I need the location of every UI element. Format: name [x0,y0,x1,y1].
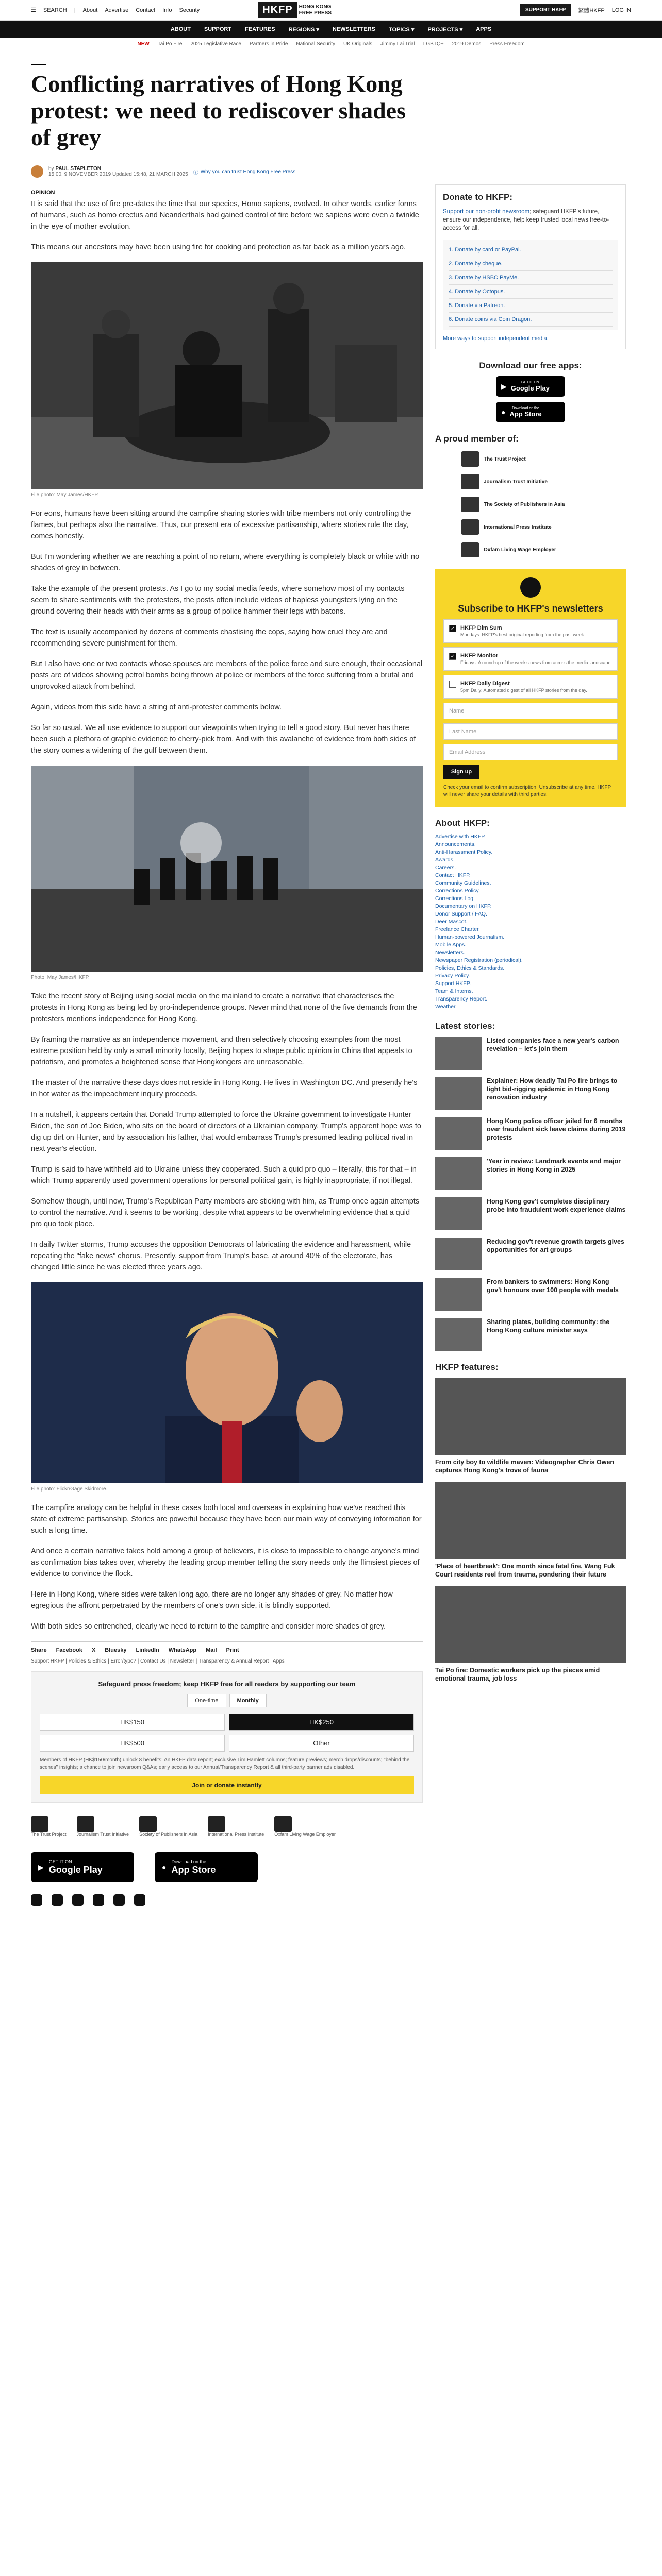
logo-wordmark [299,4,332,16]
photo-trump [31,1282,423,1483]
app-store-badge[interactable] [496,402,565,422]
about-link[interactable]: Deer Mascot. [435,919,468,925]
story-thumbnail[interactable] [435,1197,482,1230]
partner-name: The Society of Publishers in Asia [484,501,565,507]
play-icon: ▶ [501,382,507,391]
signup-button[interactable]: Sign up [443,765,479,779]
article-photo [31,1282,423,1483]
share-label: Share [31,1647,47,1653]
main-nav [0,21,662,38]
partner-name: The Trust Project [484,456,526,462]
story-thumbnail[interactable] [435,1037,482,1070]
article-paragraph: And once a certain narrative takes hold among a group of believers, it is close to impossible to change anyone's mind as confirmation bias takes over, whereby the leading group member telling the story needs only the flimsiest pieces of evidence to convince the flock. [31,1547,420,1578]
newsletter-name: HKFP Daily Digest [460,681,510,687]
partner-name: Oxfam Living Wage Employer [484,547,556,553]
feature-item[interactable] [435,1378,626,1475]
subnav-item[interactable]: Partners in Pride [249,41,288,47]
footer-logo-label: Society of Publishers in Asia [139,1832,198,1837]
donate-amounts [40,1714,414,1752]
story-thumbnail[interactable] [435,1077,482,1110]
donate-option[interactable]: 4. Donate by Octopus. [449,285,613,299]
sopa-icon [139,1816,157,1832]
sub-nav [0,38,662,50]
newsletter-note: Check your email to confirm subscription. Unsubscribe at any time. HKFP will never share your details with third parties. [443,785,611,798]
article-paragraph: Trump is said to have withheld aid to Ukraine unless they cooperated. Such a quid pro quo – literally, this for that – in which Trump apparently used government operations for personal political gain, is highly inappropriate, if not illegal. [31,1165,417,1185]
subnav-item[interactable]: Jimmy Lai Trial [380,41,415,47]
about-link[interactable]: Team & Interns. [435,988,473,994]
info-icon: ⓘ [193,170,198,176]
threads-icon[interactable] [93,1894,104,1906]
features-list [435,1378,626,1683]
about-box [435,818,626,1010]
more-ways-link[interactable]: More ways to support independent media. [443,335,549,342]
article-paragraph: In daily Twitter storms, Trump accuses the opposition Democrats of fabricating the evidence and harassment, while repeating the "fake news" chorus. Presently, support from Trump's base, at around 40% of the electorate, has changed little since he was elected three years ago. [31,1241,411,1272]
trust-project-icon [461,451,479,467]
store-big: App Store [171,1864,216,1875]
sidebar [435,50,626,1906]
subnav-item[interactable]: 2019 Demos [452,41,482,47]
top-link-advertise[interactable]: Advertise [105,7,129,13]
photo-caption: File photo: May James/HKFP. [31,492,99,498]
partner-logo[interactable] [461,451,626,467]
story-headline[interactable]: 'Year in review: Landmark events and major stories in Hong Kong in 2025 [487,1158,621,1173]
newsletter-desc: Mondays: HKFP's best original reporting from the past week. [460,632,585,637]
share-bar [31,1641,423,1653]
article-paragraph: It is said that the use of fire pre-dates the time that our species, Homo sapiens, evolved. In other words, earlier forms of humans, such as homo erectus and Neanderthals had gained control of fire before we sapiens were even a twinkle in the eye of mother evolution. [31,200,419,231]
google-play-badge[interactable] [496,376,565,397]
subnav-item[interactable]: National Security [296,41,335,47]
donate-option[interactable]: 6. Donate coins via Coin Dragon. [449,313,613,327]
footer-social-icons [31,1894,423,1906]
apps-title: Download our free apps: [479,361,582,370]
jti-icon [77,1816,94,1832]
share-print[interactable]: Print [226,1647,239,1653]
about-link[interactable]: Transparency Report. [435,996,488,1002]
checkbox-checked-icon[interactable]: ✓ [449,625,456,632]
partner-name: International Press Institute [484,524,552,530]
photo-protest-street [31,766,423,972]
checkbox-checked-icon[interactable]: ✓ [449,653,456,660]
newsletter-desc: Fridays: A round-up of the week's news from across the media landscape. [460,660,612,665]
story-thumbnail[interactable] [435,1278,482,1311]
jti-icon [461,474,479,489]
subnav-item[interactable]: UK Originals [343,41,373,47]
latest-title: Latest stories: [435,1021,495,1031]
footer-logo[interactable] [77,1816,129,1837]
newsletter-desc: 5pm Daily: Automated digest of all HKFP stories from the day. [460,688,587,693]
topbar [0,0,662,21]
donate-option[interactable]: 1. Donate by card or PayPal. [449,243,613,257]
member-of-box [435,434,626,557]
about-links [435,834,626,1010]
donate-intro-text: ; safeguard HKFP's future, ensure our independence, help keep trusted local news free-to-access for all. [443,209,609,231]
about-link[interactable]: Corrections Policy. [435,888,480,894]
about-link[interactable]: Newsletters. [435,950,465,956]
article-paragraph: For eons, humans have been sitting around the campfire sharing stories with tribe members not only controlling the flames, but perhaps also the narrative. Thus, our present era of excessive partisanship, where stories rule the day, comes honestly. [31,510,411,540]
story-item[interactable] [435,1157,626,1190]
google-play-badge[interactable] [31,1852,134,1882]
donate-intro-link[interactable]: Support our non-profit newsroom [443,209,530,215]
trust-text: Why you can trust Hong Kong Free Press [200,168,296,175]
member-benefits: Members of HKFP (HK$150/month) unlock 8 benefits: An HKFP data report; exclusive Tim Hamlett columns; feature previews; merch drops/discounts; "behind the scenes" insights; a chance to join newsroom Q&As; early access to our Annual/Transparency Report & all third-party banner ads disabled. [40,1757,410,1770]
photo-caption: File photo: Flickr/Gage Skidmore. [31,1486,108,1492]
footer-logo[interactable] [208,1816,264,1837]
about-link[interactable]: Support HKFP. [435,980,471,987]
top-link-security[interactable]: Security [179,7,200,13]
tab-one-time[interactable]: One-time [187,1694,226,1707]
story-item[interactable] [435,1117,626,1150]
story-headline[interactable]: Hong Kong gov't completes disciplinary probe into fraudulent work experience claims [487,1198,626,1213]
story-item[interactable] [435,1238,626,1270]
byline [31,165,423,178]
about-link[interactable]: Policies, Ethics & Standards. [435,965,505,971]
about-link[interactable]: Weather. [435,1004,457,1010]
feature-thumbnail[interactable] [435,1378,626,1455]
story-item[interactable] [435,1197,626,1230]
facebook-icon[interactable] [31,1894,42,1906]
trust-link[interactable] [193,168,296,176]
share-bluesky[interactable]: Bluesky [105,1647,127,1653]
member-title: A proud member of: [435,434,519,444]
play-icon: ▶ [38,1862,44,1871]
footer-logo[interactable] [274,1816,336,1837]
features-box [435,1362,626,1683]
feature-thumbnail[interactable] [435,1586,626,1663]
nav-topics[interactable]: TOPICS ▾ [389,26,415,33]
article-column [31,50,423,1906]
donate-frequency-tabs [40,1694,414,1707]
nav-features[interactable]: FEATURES [245,26,275,32]
instagram-icon[interactable] [72,1894,84,1906]
new-badge: NEW [137,41,150,47]
site-logo[interactable] [258,2,332,18]
checkbox-icon[interactable] [449,681,456,688]
footer-logo[interactable] [139,1816,197,1837]
article-photo [31,262,423,489]
logo-mark: HKFP [258,2,296,18]
donate-button[interactable]: Join or donate instantly [40,1776,414,1794]
story-headline[interactable]: Reducing gov't revenue growth targets gives opportunities for art groups [487,1238,624,1253]
newsletter-option[interactable] [443,647,618,671]
divider: | [74,7,76,13]
story-item[interactable] [435,1077,626,1110]
feature-thumbnail[interactable] [435,1482,626,1559]
oxfam-icon [274,1816,292,1832]
login-link[interactable]: LOG IN [611,7,631,13]
apps-box [435,361,626,422]
about-link[interactable]: Newspaper Registration (periodical). [435,957,523,963]
search-icon[interactable]: ☰ [31,7,36,13]
latest-stories [435,1021,626,1351]
search-link[interactable]: SEARCH [43,7,67,13]
nav-regions[interactable]: REGIONS ▾ [288,26,319,33]
lang-link[interactable]: 繁體HKFP [578,7,605,14]
share-x[interactable]: X [91,1647,96,1653]
ipi-icon [461,519,479,535]
story-item[interactable] [435,1318,626,1351]
footer-logo-label: The Trust Project [31,1832,67,1837]
latest-list [435,1037,626,1351]
article-paragraph: With both sides so entrenched, clearly we need to return to the campfire and consider more shades of grey. [31,1622,386,1631]
store-big: Google Play [48,1864,103,1875]
donate-widget-title: Safeguard press freedom; keep HKFP free for all readers by supporting our team [98,1680,356,1688]
author-avatar [31,165,43,178]
donate-widget [31,1671,423,1803]
about-link[interactable]: Awards. [435,857,455,863]
article-paragraph: Here in Hong Kong, where sides were taken long ago, there are no longer any shades of grey. No matter how egregious the affront perpetrated by the members of one's own side, it is blindly supported. [31,1590,393,1610]
logo-line2: FREE PRESS [299,10,332,16]
article-paragraph: The master of the narrative these days does not reside in Hong Kong. He lives in Washington DC. And presently he's in hot water as the impeachment inquiry proceeds. [31,1079,418,1098]
nav-apps[interactable]: APPS [476,26,492,32]
tab-monthly[interactable]: Monthly [229,1694,267,1707]
story-item[interactable] [435,1278,626,1311]
article-paragraph: By framing the narrative as an independence movement, and then selectively choosing examples from the most extreme position held by only a small minority locally, Beijing hopes to shape public opinion in China that appeals to patriotism, and promotes a heightened sense that Hongkongers are unreasonable. [31,1036,412,1066]
story-thumbnail[interactable] [435,1117,482,1150]
about-link[interactable]: Community Guidelines. [435,880,491,886]
author-name[interactable]: PAUL STAPLETON [55,166,102,172]
page-body [0,50,662,1906]
about-link[interactable]: Contact HKFP. [435,872,471,878]
youtube-icon[interactable] [113,1894,125,1906]
logo-line1: HONG KONG [299,4,332,10]
byline-text [48,166,188,177]
badge-big: App Store [509,410,542,418]
newsletter-box [435,569,626,807]
apple-icon: ● [501,408,506,416]
story-headline[interactable]: Explainer: How deadly Tai Po fire brings to light bid-rigging epidemic in Hong Kong renovation industry [487,1077,618,1101]
article-date: 15:00, 9 NOVEMBER 2019 Updated 15:48, 21 MARCH 2025 [48,172,188,177]
subnav-item[interactable]: 2025 Legislative Race [190,41,241,47]
byline-by: by [48,166,54,172]
support-button[interactable]: SUPPORT HKFP [520,4,571,16]
article-photo [31,766,423,972]
story-headline[interactable]: Listed companies face a new year's carbon revelation – let's join them [487,1037,619,1053]
story-thumbnail[interactable] [435,1318,482,1351]
newsletter-option[interactable] [443,675,618,699]
story-thumbnail[interactable] [435,1238,482,1270]
partner-logo[interactable] [461,497,626,512]
support-links[interactable]: Support HKFP | Policies & Ethics | Error/typo? | Contact Us | Newsletter | Transparency & Annual Report | Apps [31,1658,285,1664]
share-linkedin[interactable]: LinkedIn [136,1647,159,1653]
about-link[interactable]: Corrections Log. [435,895,475,902]
donate-options [443,240,618,330]
partner-logo[interactable] [461,542,626,557]
article-paragraph: But I also have one or two contacts whose spouses are members of the police force and sure enough, their occasional posts are of videos showing petrol bombs being thrown at police or members of the force suffering from a brutal and unprovoked attack from behind. [31,660,423,691]
footer-partner-logos [31,1816,423,1837]
photo-caption: Photo: May James/HKFP. [31,975,90,980]
newsletter-name: HKFP Dim Sum [460,625,502,631]
donate-option[interactable]: 2. Donate by cheque. [449,257,613,271]
article-paragraph: But I'm wondering whether we are reaching a point of no return, where everything is completely black or white with no shades of grey in between. [31,553,420,572]
top-link-about[interactable]: About [82,7,98,13]
share-mail[interactable]: Mail [206,1647,217,1653]
telegram-icon[interactable] [134,1894,145,1906]
footer-app-stores [31,1852,423,1882]
sopa-icon [461,497,479,512]
story-headline[interactable]: Hong Kong police officer jailed for 6 months over fraudulent sick leave claims during 2019 protests [487,1117,626,1141]
article-category[interactable]: OPINION [31,190,55,196]
about-link[interactable]: Anti-Harassment Policy. [435,849,493,855]
nav-support[interactable]: SUPPORT [204,26,232,32]
about-link[interactable]: Documentary on HKFP. [435,903,492,909]
share-facebook[interactable]: Facebook [56,1647,82,1653]
feature-item[interactable] [435,1482,626,1579]
nav-newsletters[interactable]: NEWSLETTERS [332,26,376,32]
feature-headline[interactable]: Tai Po fire: Domestic workers pick up the pieces amid emotional trauma, job loss [435,1667,600,1682]
newsletter-option[interactable] [443,619,618,643]
name-field[interactable]: Name [443,703,618,719]
article-paragraph: The campfire analogy can be helpful in these cases both local and overseas in explaining how we've reached this state of extreme partisanship. Stories are powerful because they have been our main way of conveying information for such a long time. [31,1504,422,1535]
feature-headline[interactable]: From city boy to wildlife maven: Videographer Chris Owen captures Hong Kong's trove of fauna [435,1459,615,1474]
about-link[interactable]: Advertise with HKFP. [435,834,486,840]
subnav-item[interactable]: LGBTQ+ [423,41,444,47]
article-paragraph: Take the example of the present protests. As I go to my social media feeds, where somehow most of my contacts seem to share sentiments with the protesters, the posts often include videos of hapless youngsters lying on the ground covering their heads with their arms as a group of police hammer their legs with batons. [31,585,405,616]
store-small: Download on the [171,1859,207,1865]
donate-sidebar [435,184,626,349]
photo-protest-arrest [31,262,423,489]
donate-intro [443,208,618,232]
nav-projects[interactable]: PROJECTS ▾ [427,26,463,33]
about-title: About HKFP: [435,818,490,828]
about-link[interactable]: Privacy Policy. [435,973,470,979]
badge-big: Google Play [510,384,550,392]
category-rule [31,64,46,65]
article-paragraph: Take the recent story of Beijing using social media on the mainland to create a narrative that characterises the protests in Hong Kong as being led by pro-independence groups. Never mind that none of the five demands from the protesters mentions independence for Hong Kong. [31,992,417,1023]
badge-small: Download on the [512,406,539,410]
about-link[interactable]: Careers. [435,865,456,871]
app-store-badge[interactable] [155,1852,258,1882]
article-paragraph: This means our ancestors may have been using fire for cooking and protection as far back as a million years ago. [31,243,406,251]
footer-logo-label: Oxfam Living Wage Employer [274,1832,336,1837]
story-thumbnail[interactable] [435,1157,482,1190]
footer-logo[interactable] [31,1816,67,1837]
nav-about[interactable]: ABOUT [170,26,191,32]
share-whatsapp[interactable]: WhatsApp [168,1647,197,1653]
x-icon[interactable] [52,1894,63,1906]
donate-title: Donate to HKFP: [443,192,513,202]
oxfam-icon [461,542,479,557]
feature-headline[interactable]: 'Place of heartbreak': One month since fatal fire, Wang Fuk Court residents reel from trauma, pondering their future [435,1563,615,1578]
amount-option-selected[interactable]: HK$250 [229,1714,414,1731]
article-paragraph: In a nutshell, it appears certain that Donald Trump attempted to force the Ukraine government to investigate Hunter Biden, the son of Joe Biden, who sits on the board of directors of a Ukrainian company. Trump's apparent hope was to dig up dirt on Hunter, and by association his father, that would embarrass Trump's presumed leading political rival in next year's election. [31,1111,421,1153]
ipi-icon [208,1816,225,1832]
about-link[interactable]: Mobile Apps. [435,942,467,948]
article-title: Conflicting narratives of Hong Kong protest: we need to rediscover shades of grey [31,71,406,150]
article-paragraph: Somehow though, until now, Trump's Republican Party members are sticking with him, as Trump once again attempts to control the narrative. And it seems to be working, despite what appears to be overwhelming evidence that a quid pro quo took place. [31,1197,420,1228]
partner-logo[interactable] [461,519,626,535]
story-item[interactable] [435,1037,626,1070]
top-link-contact[interactable]: Contact [136,7,156,13]
apple-icon: ● [162,1863,167,1871]
trust-project-icon [31,1816,48,1832]
feature-item[interactable] [435,1586,626,1683]
partner-logo[interactable] [461,474,626,489]
about-link[interactable]: Human-powered Journalism. [435,934,505,940]
subnav-item[interactable]: Tai Po Fire [157,41,183,47]
amount-other[interactable]: Other [229,1735,414,1752]
badge-small: GET IT ON [521,381,539,384]
features-title: HKFP features: [435,1362,499,1372]
last-name-field[interactable]: Last Name [443,723,618,740]
newsletter-name: HKFP Monitor [460,653,499,659]
amount-option[interactable]: HK$150 [40,1714,225,1731]
newsletter-badge-icon [520,577,541,598]
donate-option[interactable]: 3. Donate by HSBC PayMe. [449,271,613,285]
footer-logo-label: Journalism Trust Initiative [76,1832,129,1837]
about-link[interactable]: Announcements. [435,841,476,848]
newsletter-title: Subscribe to HKFP's newsletters [458,603,603,614]
article-paragraph: The text is usually accompanied by dozens of comments chastising the cops, saying how cruel they are and recommending severe punishment for them. [31,628,388,648]
story-headline[interactable]: From bankers to swimmers: Hong Kong gov't honours over 100 people with medals [487,1278,619,1294]
footer-logo-label: International Press Institute [208,1832,264,1837]
amount-option[interactable]: HK$500 [40,1735,225,1752]
about-link[interactable]: Freelance Charter. [435,926,480,933]
email-field[interactable]: Email Address [443,744,618,760]
partner-name: Journalism Trust Initiative [484,479,548,485]
subnav-item[interactable]: Press Freedom [489,41,525,47]
article-paragraph: So far so usual. We all use evidence to support our viewpoints when trying to tell a good story. But never has there been such a plethora of graphic evidence to cherry-pick from. And with this avalanche of evidence from both sides of the story comes a widening of the gulf between them. [31,724,416,755]
donate-option[interactable]: 5. Donate via Patreon. [449,299,613,313]
story-headline[interactable]: Sharing plates, building community: the Hong Kong culture minister says [487,1318,610,1334]
about-link[interactable]: Donor Support / FAQ. [435,911,487,917]
store-small: GET IT ON [48,1859,72,1865]
top-link-info[interactable]: Info [162,7,172,13]
article-paragraph: Again, videos from this side have a string of anti-protester comments below. [31,703,282,711]
